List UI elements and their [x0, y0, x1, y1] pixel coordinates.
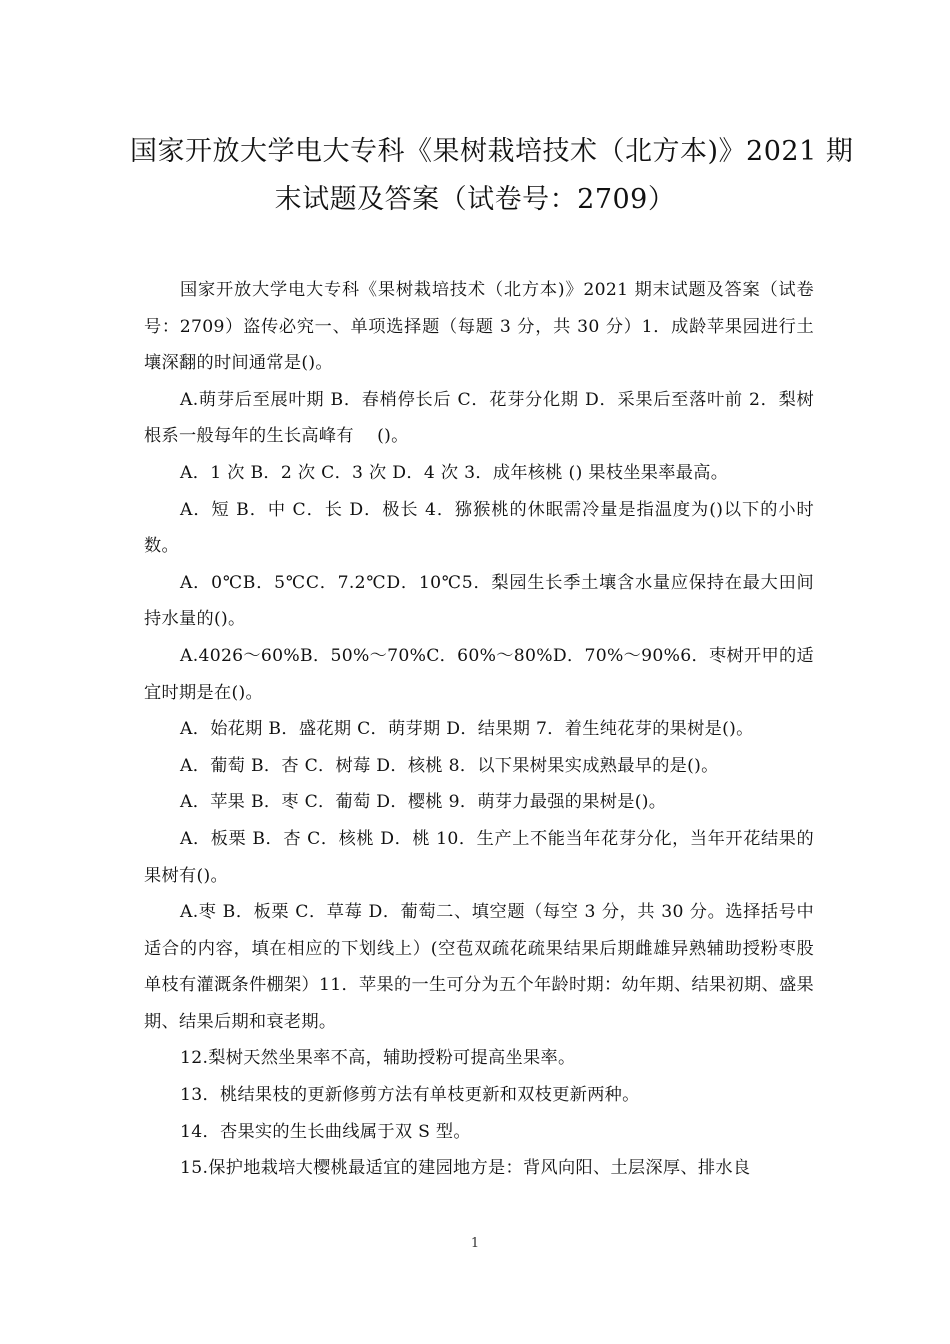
paragraph-intro-q1: 国家开放大学电大专科《果树栽培技术（北方本)》2021 期末试题及答案（试卷号：2709）盗传必究一、单项选择题（每题 3 分，共 30 分）1．成龄苹果园进行土壤深翻的时间通常是()。: [144, 280, 814, 374]
paragraph-q12: 12.梨树天然坐果率不高，辅助授粉可提高坐果率。: [180, 1048, 576, 1069]
paragraph-options-q10-fill-in: A.枣 B．板栗 C．草莓 D．葡萄二、填空题（每空 3 分，共 30 分。选择括号中适合的内容，填在相应的下划线上）(空苞双疏花疏果结果后期雌雄异熟辅助授粉枣股单枝有灌溉条件棚架）11．苹果的一生可分为五个年龄时期：幼年期、结果初期、盛果期、结果后期和衰老期。: [144, 902, 814, 1032]
paragraph-options-q9-q10: A．板栗 B．杏 C．核桃 D．桃 10．生产上不能当年花芽分化，当年开花结果的果树有()。: [144, 828, 814, 886]
paragraph-q13: 13．桃结果枝的更新修剪方法有单枝更新和双枝更新两种。: [180, 1085, 640, 1106]
paragraph-options-q6-q7: A．始花期 B．盛花期 C．萌芽期 D．结果期 7．着生纯花芽的果树是()。: [180, 719, 754, 740]
paragraph-options-q3-q4: A．短 B．中 C．长 D．极长 4．猕猴桃的休眠需冷量是指温度为()以下的小时数。: [144, 499, 814, 557]
paragraph-q15: 15.保护地栽培大樱桃最适宜的建园地方是：背风向阳、土层深厚、排水良: [180, 1158, 751, 1179]
paragraph-options-q5-q6: A.4026～60%B．50%～70%C．60%～80%D．70%～90%6．枣树开甲的适宜时期是在()。: [144, 645, 814, 703]
page-number: 1: [470, 1236, 480, 1251]
document-title: [130, 128, 854, 224]
paragraph-q14: 14．杏果实的生长曲线属于双 S 型。: [180, 1121, 471, 1142]
paragraph-options-q8-q9: A．苹果 B．枣 C．葡萄 D．樱桃 9．萌芽力最强的果树是()。: [180, 792, 667, 813]
paragraph-options-q1-q2: A.萌芽后至展叶期 B．春梢停长后 C．花芽分化期 D．采果后至落叶前 2．梨树根系一般每年的生长高峰有 ()。: [144, 389, 814, 447]
title-line-1: 国家开放大学电大专科《果树栽培技术（北方本)》2021 期: [130, 136, 854, 167]
paragraph-options-q7-q8: A．葡萄 B．杏 C．树莓 D．核桃 8．以下果树果实成熟最早的是()。: [180, 755, 719, 776]
paragraph-options-q2-q3: A．1 次 B．2 次 C．3 次 D．4 次 3．成年核桃 () 果枝坐果率最高。: [180, 462, 729, 483]
title-line-2: 末试题及答案（试卷号：2709）: [274, 184, 676, 215]
paragraph-options-q4-q5: A．0℃B．5℃C．7.2℃D．10℃5．梨园生长季土壤含水量应保持在最大田间持水量的()。: [144, 572, 814, 630]
document-body: [144, 272, 814, 1187]
